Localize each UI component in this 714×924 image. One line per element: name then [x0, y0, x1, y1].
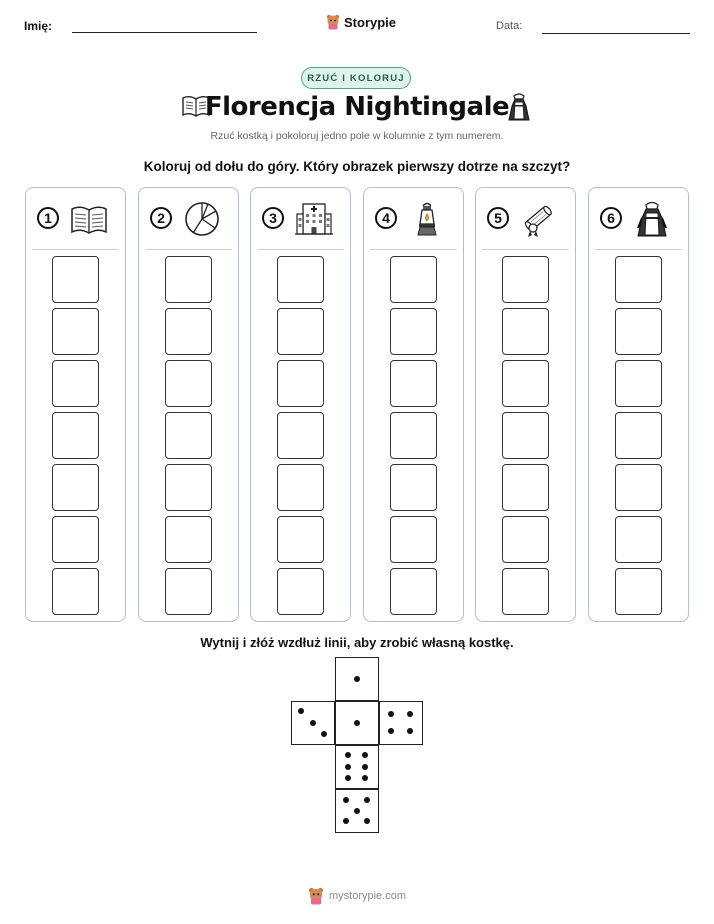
column-1	[25, 187, 126, 622]
color-box[interactable]	[615, 412, 662, 459]
die-pip	[345, 775, 351, 781]
die-pip	[354, 720, 360, 726]
column-divider	[145, 249, 232, 250]
footer	[0, 887, 714, 905]
die-pip	[345, 764, 351, 770]
title-nurse-icon	[507, 92, 531, 127]
die-face-4	[379, 701, 423, 745]
column-number: 3	[262, 207, 284, 229]
footer-url[interactable]: mystorypie.com	[328, 890, 407, 902]
column-divider	[370, 249, 457, 250]
oil-lamp-icon	[407, 200, 447, 238]
color-box[interactable]	[502, 412, 549, 459]
color-box[interactable]	[165, 568, 212, 615]
die-pip	[388, 711, 394, 717]
column-number: 6	[600, 207, 622, 229]
color-box[interactable]	[615, 256, 662, 303]
page-title: Florencja Nightingale	[204, 92, 510, 122]
date-line[interactable]	[542, 33, 690, 34]
color-box[interactable]	[277, 360, 324, 407]
die-pip	[407, 711, 413, 717]
color-box[interactable]	[277, 412, 324, 459]
activity-badge: RZUĆ I KOLORUJ	[301, 67, 411, 89]
color-box[interactable]	[390, 464, 437, 511]
die-pip	[354, 808, 360, 814]
color-box[interactable]	[52, 568, 99, 615]
color-box[interactable]	[277, 568, 324, 615]
color-box[interactable]	[165, 360, 212, 407]
column-number: 2	[150, 207, 172, 229]
die-pip	[362, 764, 368, 770]
hospital-building-icon	[294, 200, 334, 238]
name-label: Imię:	[24, 19, 53, 33]
die-pip	[407, 728, 413, 734]
color-box[interactable]	[390, 516, 437, 563]
color-box[interactable]	[502, 308, 549, 355]
die-face-6	[335, 745, 379, 789]
name-line[interactable]	[72, 32, 257, 33]
color-box[interactable]	[52, 412, 99, 459]
die-pip	[354, 676, 360, 682]
color-box[interactable]	[277, 308, 324, 355]
die-pip	[343, 818, 349, 824]
instruction: Koloruj od dołu do góry. Który obrazek pierwszy dotrze na szczyt?	[143, 159, 571, 174]
nurse-uniform-icon	[632, 200, 672, 238]
die-pip	[364, 818, 370, 824]
column-2	[138, 187, 239, 622]
brand-logo	[326, 14, 396, 30]
color-box[interactable]	[52, 360, 99, 407]
page-subtitle: Rzuć kostką i pokoloruj jedno pole w kolumnie z tym numerem.	[210, 130, 504, 142]
color-box[interactable]	[165, 464, 212, 511]
color-box[interactable]	[502, 516, 549, 563]
die-pip	[388, 728, 394, 734]
die-pip	[298, 708, 304, 714]
color-box[interactable]	[502, 256, 549, 303]
color-box[interactable]	[277, 256, 324, 303]
color-box[interactable]	[502, 464, 549, 511]
die-face-1	[335, 701, 379, 745]
column-divider	[482, 249, 569, 250]
color-box[interactable]	[502, 568, 549, 615]
column-5	[475, 187, 576, 622]
column-6	[588, 187, 689, 622]
die-face-1	[335, 657, 379, 701]
color-box[interactable]	[615, 360, 662, 407]
color-box[interactable]	[165, 256, 212, 303]
color-box[interactable]	[52, 308, 99, 355]
die-face-5	[335, 789, 379, 833]
bear-mascot-icon	[326, 14, 340, 30]
color-box[interactable]	[615, 464, 662, 511]
brand-name: Storypie	[344, 14, 397, 30]
die-pip	[345, 752, 351, 758]
die-pip	[343, 797, 349, 803]
die-pip	[364, 797, 370, 803]
column-divider	[595, 249, 682, 250]
die-pip	[362, 752, 368, 758]
color-box[interactable]	[165, 516, 212, 563]
color-box[interactable]	[52, 516, 99, 563]
pie-chart-icon	[182, 200, 222, 238]
column-4	[363, 187, 464, 622]
color-box[interactable]	[502, 360, 549, 407]
color-box[interactable]	[390, 308, 437, 355]
column-3	[250, 187, 351, 622]
color-box[interactable]	[615, 308, 662, 355]
cut-instruction: Wytnij i złóż wzdłuż linii, aby zrobić własną kostkę.	[200, 635, 514, 650]
die-pip	[321, 731, 327, 737]
column-number: 4	[375, 207, 397, 229]
column-divider	[32, 249, 119, 250]
color-box[interactable]	[165, 308, 212, 355]
column-divider	[257, 249, 344, 250]
column-number: 1	[37, 207, 59, 229]
column-number: 5	[487, 207, 509, 229]
die-face-3	[291, 701, 335, 745]
color-box[interactable]	[52, 464, 99, 511]
color-box[interactable]	[390, 568, 437, 615]
date-label: Data:	[496, 20, 523, 32]
color-box[interactable]	[390, 256, 437, 303]
scroll-diploma-icon	[519, 200, 559, 238]
color-box[interactable]	[277, 464, 324, 511]
color-box[interactable]	[390, 412, 437, 459]
color-box[interactable]	[277, 516, 324, 563]
die-pip	[362, 775, 368, 781]
die-pip	[310, 720, 316, 726]
color-box[interactable]	[52, 256, 99, 303]
bear-mascot-icon	[308, 887, 324, 905]
color-box[interactable]	[165, 412, 212, 459]
color-box[interactable]	[390, 360, 437, 407]
color-box[interactable]	[615, 568, 662, 615]
open-book-icon	[69, 200, 109, 238]
color-box[interactable]	[615, 516, 662, 563]
